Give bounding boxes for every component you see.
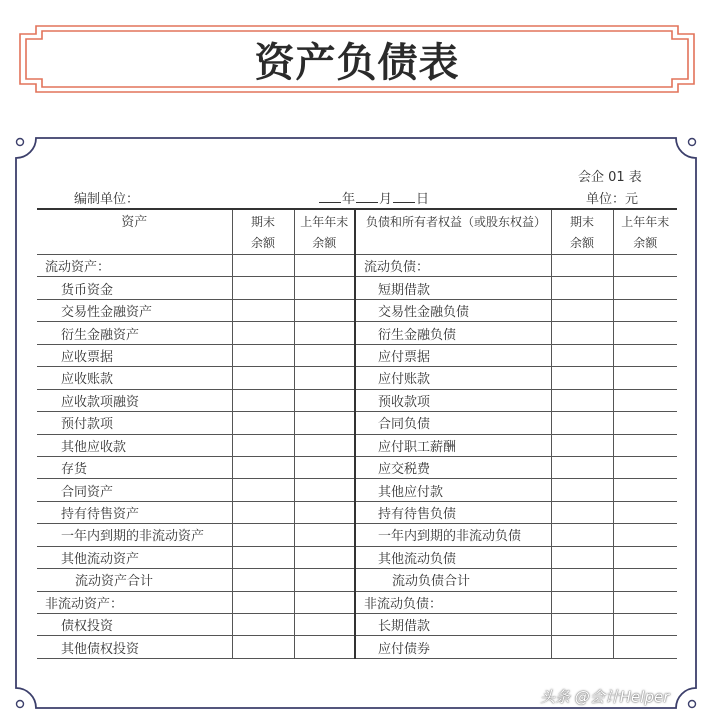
table-row xyxy=(37,367,677,389)
page-title: 资产负债表 xyxy=(254,39,460,86)
value-cell[interactable] xyxy=(232,479,294,501)
value-cell[interactable] xyxy=(294,344,355,366)
table-row xyxy=(37,524,677,546)
asset-cell: 债权投资 xyxy=(37,614,232,636)
liability-cell: 长期借款 xyxy=(355,614,551,636)
asset-cell: 其他债权投资 xyxy=(37,636,232,658)
col-ending-balance: 期末 余额 xyxy=(232,209,294,255)
table-row xyxy=(37,255,677,277)
form-number: 会企 01 表 xyxy=(578,170,642,185)
value-cell[interactable] xyxy=(613,322,677,344)
value-cell[interactable] xyxy=(613,389,677,411)
asset-cell: 其他流动资产 xyxy=(37,546,232,568)
value-cell[interactable] xyxy=(294,636,355,658)
table-row xyxy=(37,501,677,523)
value-cell[interactable] xyxy=(232,367,294,389)
value-cell[interactable] xyxy=(551,255,613,277)
value-cell[interactable] xyxy=(551,367,613,389)
table-row xyxy=(37,344,677,366)
table-row xyxy=(37,614,677,636)
value-cell[interactable] xyxy=(232,299,294,321)
value-cell[interactable] xyxy=(294,412,355,434)
value-cell[interactable] xyxy=(613,344,677,366)
year-label: 年 xyxy=(342,192,356,207)
value-cell[interactable] xyxy=(613,367,677,389)
balance-sheet-table xyxy=(37,208,677,659)
reporting-entity-label: 编制单位： xyxy=(74,192,140,207)
value-cell[interactable] xyxy=(613,434,677,456)
liability-cell: 其他应付款 xyxy=(355,479,551,501)
currency-unit: 单位：元 xyxy=(586,192,639,207)
liability-cell: 应付职工薪酬 xyxy=(355,434,551,456)
asset-cell: 其他应收款 xyxy=(37,434,232,456)
value-cell[interactable] xyxy=(232,546,294,568)
asset-cell: 预付款项 xyxy=(37,412,232,434)
asset-cell: 流动资产： xyxy=(37,255,232,277)
value-cell[interactable] xyxy=(232,389,294,411)
value-cell[interactable] xyxy=(294,479,355,501)
table-row xyxy=(37,479,677,501)
table-row xyxy=(37,456,677,478)
table-row xyxy=(37,636,677,658)
value-cell[interactable] xyxy=(232,501,294,523)
value-cell[interactable] xyxy=(232,277,294,299)
watermark: 头条 @会计Helper xyxy=(540,688,670,706)
value-cell[interactable] xyxy=(294,389,355,411)
value-cell[interactable] xyxy=(613,591,677,613)
value-cell[interactable] xyxy=(294,367,355,389)
value-cell[interactable] xyxy=(294,277,355,299)
value-cell[interactable] xyxy=(551,524,613,546)
table-row xyxy=(37,322,677,344)
value-cell[interactable] xyxy=(551,344,613,366)
value-cell[interactable] xyxy=(294,322,355,344)
liability-cell: 应付债券 xyxy=(355,636,551,658)
value-cell[interactable] xyxy=(294,501,355,523)
asset-cell: 合同资产 xyxy=(37,479,232,501)
value-cell[interactable] xyxy=(613,569,677,591)
value-cell[interactable] xyxy=(551,614,613,636)
value-cell[interactable] xyxy=(232,569,294,591)
col-prior-balance-right: 上年年末 余额 xyxy=(613,209,677,255)
table-row xyxy=(37,277,677,299)
value-cell[interactable] xyxy=(232,344,294,366)
col-ending-balance-right: 期末 余额 xyxy=(551,209,613,255)
value-cell[interactable] xyxy=(613,479,677,501)
col-liability: 负债和所有者权益（或股东权益） xyxy=(355,209,551,255)
value-cell[interactable] xyxy=(613,255,677,277)
value-cell[interactable] xyxy=(613,456,677,478)
value-cell[interactable] xyxy=(294,255,355,277)
value-cell[interactable] xyxy=(551,456,613,478)
table-row xyxy=(37,591,677,613)
value-cell[interactable] xyxy=(294,591,355,613)
liability-cell: 应付账款 xyxy=(355,367,551,389)
value-cell[interactable] xyxy=(613,299,677,321)
table-row xyxy=(37,299,677,321)
value-cell[interactable] xyxy=(294,434,355,456)
value-cell[interactable] xyxy=(551,546,613,568)
value-cell[interactable] xyxy=(551,412,613,434)
asset-cell: 应收票据 xyxy=(37,344,232,366)
value-cell[interactable] xyxy=(551,636,613,658)
value-cell[interactable] xyxy=(232,591,294,613)
table-row xyxy=(37,569,677,591)
value-cell[interactable] xyxy=(294,524,355,546)
value-cell[interactable] xyxy=(294,299,355,321)
liability-cell: 应付票据 xyxy=(355,344,551,366)
value-cell[interactable] xyxy=(551,479,613,501)
value-cell[interactable] xyxy=(294,456,355,478)
month-label: 月 xyxy=(379,192,393,207)
table-header-row xyxy=(37,209,677,255)
table-row xyxy=(37,389,677,411)
value-cell[interactable] xyxy=(232,255,294,277)
value-cell[interactable] xyxy=(551,569,613,591)
value-cell[interactable] xyxy=(551,434,613,456)
liability-cell: 衍生金融负债 xyxy=(355,322,551,344)
liability-cell: 合同负债 xyxy=(355,412,551,434)
asset-cell: 衍生金融资产 xyxy=(37,322,232,344)
value-cell[interactable] xyxy=(232,524,294,546)
value-cell[interactable] xyxy=(551,389,613,411)
liability-cell: 持有待售负债 xyxy=(355,501,551,523)
table-row xyxy=(37,434,677,456)
asset-subtotal-cell: 流动资产合计 xyxy=(37,569,232,591)
liability-cell: 短期借款 xyxy=(355,277,551,299)
asset-cell: 应收款项融资 xyxy=(37,389,232,411)
asset-cell: 交易性金融资产 xyxy=(37,299,232,321)
value-cell[interactable] xyxy=(232,614,294,636)
asset-cell: 持有待售资产 xyxy=(37,501,232,523)
value-cell[interactable] xyxy=(551,299,613,321)
value-cell[interactable] xyxy=(294,614,355,636)
liability-cell: 非流动负债： xyxy=(355,591,551,613)
report-date xyxy=(318,188,429,207)
col-asset: 资产 xyxy=(37,209,232,255)
value-cell[interactable] xyxy=(613,277,677,299)
liability-subtotal-cell: 流动负债合计 xyxy=(355,569,551,591)
value-cell[interactable] xyxy=(613,501,677,523)
value-cell[interactable] xyxy=(232,322,294,344)
value-cell[interactable] xyxy=(294,546,355,568)
value-cell[interactable] xyxy=(613,524,677,546)
value-cell[interactable] xyxy=(232,636,294,658)
value-cell[interactable] xyxy=(551,277,613,299)
asset-cell: 非流动资产： xyxy=(37,591,232,613)
value-cell[interactable] xyxy=(551,322,613,344)
value-cell[interactable] xyxy=(232,456,294,478)
title-banner xyxy=(18,24,696,94)
liability-cell: 预收款项 xyxy=(355,389,551,411)
liability-cell: 一年内到期的非流动负债 xyxy=(355,524,551,546)
table-row xyxy=(37,412,677,434)
col-prior-balance: 上年年末 余额 xyxy=(294,209,355,255)
value-cell[interactable] xyxy=(613,614,677,636)
day-label: 日 xyxy=(416,192,430,207)
liability-cell: 流动负债： xyxy=(355,255,551,277)
value-cell[interactable] xyxy=(613,636,677,658)
asset-cell: 存货 xyxy=(37,456,232,478)
liability-cell: 交易性金融负债 xyxy=(355,299,551,321)
value-cell[interactable] xyxy=(551,501,613,523)
asset-cell: 货币资金 xyxy=(37,277,232,299)
value-cell[interactable] xyxy=(294,569,355,591)
liability-cell: 其他流动负债 xyxy=(355,546,551,568)
value-cell[interactable] xyxy=(232,434,294,456)
liability-cell: 应交税费 xyxy=(355,456,551,478)
value-cell[interactable] xyxy=(551,591,613,613)
asset-cell: 一年内到期的非流动资产 xyxy=(37,524,232,546)
value-cell[interactable] xyxy=(613,412,677,434)
value-cell[interactable] xyxy=(232,412,294,434)
table-row xyxy=(37,546,677,568)
asset-cell: 应收账款 xyxy=(37,367,232,389)
value-cell[interactable] xyxy=(613,546,677,568)
